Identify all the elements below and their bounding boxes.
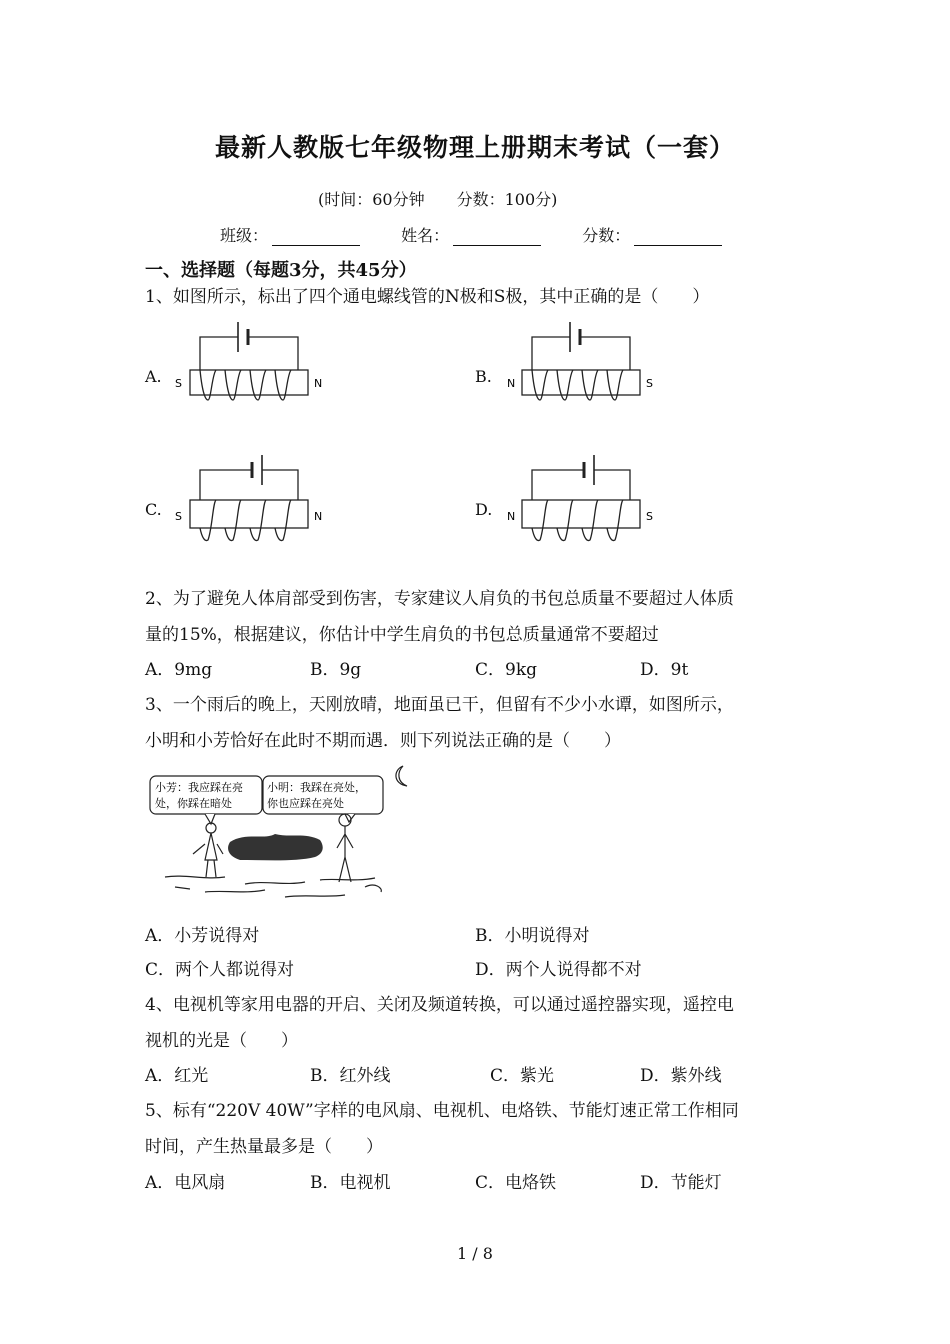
q5-option-c: C．电烙铁 — [475, 1173, 557, 1193]
pole-right-d: S — [646, 510, 653, 523]
solenoid-diagram-a — [170, 315, 330, 410]
q3-cartoon-illustration — [145, 762, 425, 907]
score-blank — [634, 229, 722, 246]
q5-option-b: B．电视机 — [310, 1173, 391, 1193]
q2-option-a: A．9mg — [145, 660, 213, 680]
pole-left-a: S — [175, 377, 182, 390]
score-label: 分数： — [582, 226, 631, 245]
pole-left-d: N — [507, 510, 516, 523]
bubble-fang-line-1: 小芳：我应踩在亮 — [155, 781, 243, 794]
bubble-fang-line-2: 处，你踩在暗处 — [155, 797, 232, 810]
pole-left-b: N — [507, 377, 516, 390]
q2-line-1: 2、为了避免人体肩部受到伤害，专家建议人肩负的书包总质量不要超过人体质 — [145, 589, 734, 609]
q5-option-d: D．节能灯 — [640, 1173, 722, 1193]
q5-line-1: 5、标有“220V 40W”字样的电风扇、电视机、电烙铁、节能灯速正常工作相同 — [145, 1101, 739, 1121]
q4-option-a: A．红光 — [145, 1066, 209, 1086]
q3-line-1: 3、一个雨后的晚上，天刚放晴，地面虽已干，但留有不少小水谭，如图所示， — [145, 695, 734, 715]
q1-stem: 1、如图所示，标出了四个通电螺线管的N极和S极，其中正确的是（ ） — [145, 287, 710, 307]
pole-left-c: S — [175, 510, 182, 523]
page-title: 最新人教版七年级物理上册期末考试（一套） — [214, 133, 735, 162]
q1-option-a-label: A. — [145, 367, 162, 386]
q5-line-2: 时间，产生热量最多是（ ） — [145, 1137, 383, 1157]
q3-option-a: A．小芳说得对 — [145, 926, 260, 946]
section-heading: 一、选择题（每题3分，共45分） — [145, 260, 417, 281]
q2-option-d: D．9t — [640, 660, 689, 680]
pole-right-a: N — [314, 377, 323, 390]
q4-line-1: 4、电视机等家用电器的开启、关闭及频道转换，可以通过遥控器实现，遥控电 — [145, 995, 734, 1015]
q1-option-c-label: C. — [145, 500, 162, 519]
q3-option-d: D．两个人说得都不对 — [475, 960, 642, 980]
page-number: 1 / 8 — [457, 1244, 493, 1263]
q3-option-b: B．小明说得对 — [475, 926, 590, 946]
pole-right-b: S — [646, 377, 653, 390]
bubble-ming-line-2: 你也应踩在亮处 — [267, 797, 344, 810]
q3-option-c: C．两个人都说得对 — [145, 960, 295, 980]
q5-option-a: A．电风扇 — [145, 1173, 226, 1193]
solenoid-diagram-d — [502, 450, 662, 545]
class-blank — [272, 229, 360, 246]
bubble-ming-line-1: 小明：我踩在亮处， — [267, 781, 366, 794]
q1-option-d-label: D. — [475, 500, 493, 519]
q4-line-2: 视机的光是（ ） — [145, 1031, 298, 1051]
q1-option-b-label: B. — [475, 367, 492, 386]
student-info-row — [220, 223, 722, 246]
q2-option-b: B．9g — [310, 660, 362, 680]
solenoid-diagram-b — [502, 315, 662, 410]
class-label: 班级： — [220, 226, 269, 245]
name-blank — [453, 229, 541, 246]
q2-line-2: 量的15%，根据建议，你估计中学生肩负的书包总质量通常不要超过 — [145, 625, 659, 645]
q4-option-b: B．红外线 — [310, 1066, 391, 1086]
name-label: 姓名： — [401, 226, 450, 245]
q4-option-c: C．紫光 — [490, 1066, 555, 1086]
time-score: (时间：60分钟 分数：100分) — [318, 190, 558, 209]
q3-line-2: 小明和小芳恰好在此时不期而遇．则下列说法正确的是（ ） — [145, 731, 621, 751]
q4-option-d: D．紫外线 — [640, 1066, 722, 1086]
pole-right-c: N — [314, 510, 323, 523]
solenoid-diagram-c — [170, 450, 330, 545]
q2-option-c: C．9kg — [475, 660, 538, 680]
